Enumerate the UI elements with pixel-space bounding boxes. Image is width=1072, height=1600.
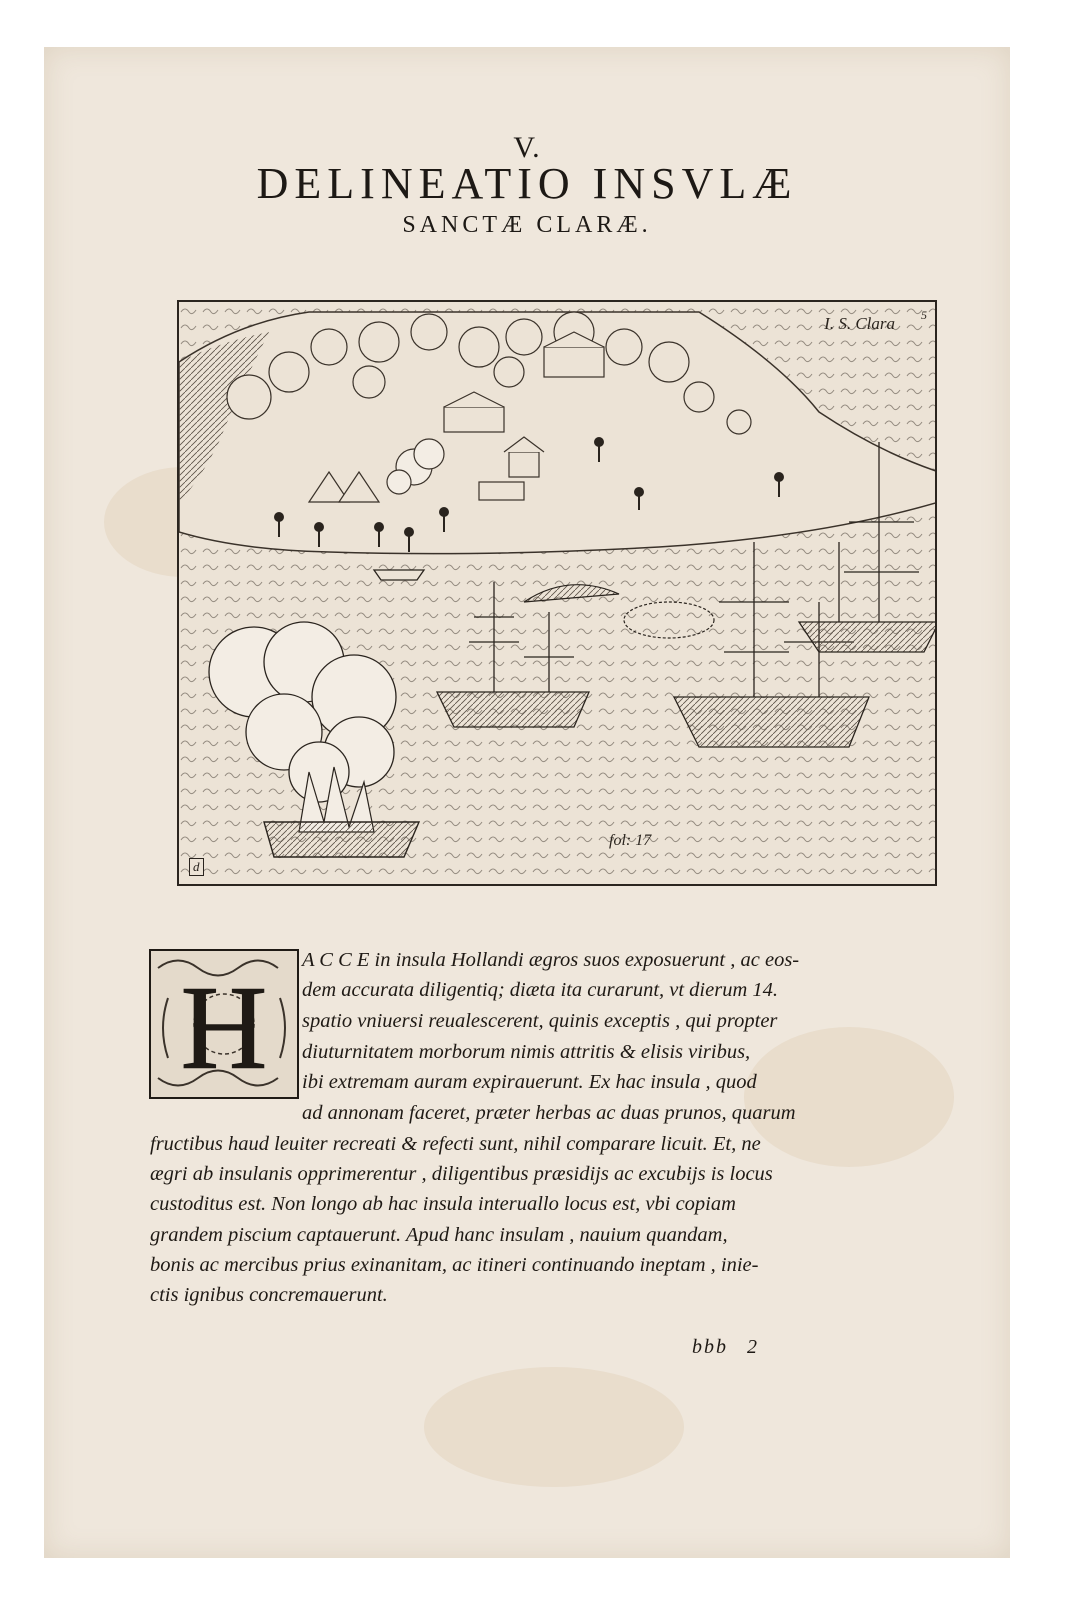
text-line: custoditus est. Non longo ab hac insula interuallo locus est, vbi copiam [150,1193,736,1215]
rowboat [374,570,424,580]
text-line: bonis ac mercibus prius exinanitam, ac itineri continuando ineptam , inie- [150,1254,759,1276]
text-line: ad annonam faceret, præter herbas ac duas prunos, quarum [302,1102,796,1124]
paper-stain [424,1367,684,1487]
island-label: I. S. Clara [824,314,895,333]
signature-mark [692,1336,759,1359]
text-line: ægri ab insulanis opprimerentur , diligentibus præsidijs ac excubijs is locus [150,1163,773,1185]
page-title: DELINEATIO INSVLÆ [256,159,798,208]
text-line: diuturnitatem morborum nimis attritis & elisis viribus, [302,1041,751,1063]
plate-number: 5 [921,308,927,322]
signature-number: 2 [747,1336,759,1358]
text-line: grandem piscium captauerunt. Apud hanc insulam , nauium quandam, [150,1224,728,1246]
engraving-plate [177,300,937,886]
text-line: ctis ignibus concremauerunt. [150,1284,388,1306]
text-line: ibi extremam auram expirauerunt. Ex hac insula , quod [302,1071,757,1093]
text-line: fructibus haud leuiter recreati & refecti sunt, nihil comparare licuit. Et, ne [150,1133,761,1155]
text-line: dem accurata diligentiq; diæta ita curarunt, vt dierum 14. [302,979,779,1001]
page-subtitle: SANCTÆ CLARÆ. [402,212,652,238]
engraving-illustration [179,302,937,886]
engraver-monogram: d [189,858,204,876]
plate-numeral: V. [513,131,541,164]
paper-stain [744,1027,954,1167]
text-line: spatio vniuersi reualescerent, quinis exceptis , qui propter [302,1010,778,1032]
initial-letter: H [180,961,268,1094]
signature-letters: bbb [692,1336,728,1358]
text-line: A C C E in insula Hollandi ægros suos exposuerunt , ac eos- [302,949,800,971]
folio-reference: fol: 17 [609,832,652,849]
paper-sheet [44,47,1010,1558]
decorated-initial [148,948,300,1100]
